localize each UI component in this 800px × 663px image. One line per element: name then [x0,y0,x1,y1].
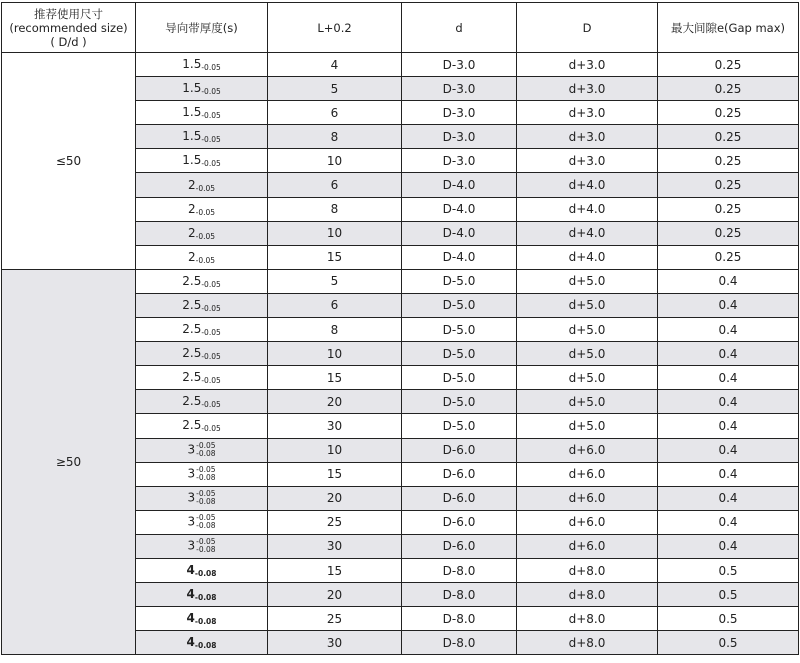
d-cell: D-3.0 [402,101,517,125]
gap-cell: 0.25 [658,221,799,245]
tolerance-lower: -0.08 [196,497,216,507]
thickness-base: 2.5 [182,418,202,433]
thickness-tolerance: -0.08 [194,617,217,627]
thickness-base: 3 [187,538,196,553]
thickness-tolerance [196,514,215,530]
thickness-cell [136,631,268,655]
gap-cell: 0.25 [658,197,799,221]
d-cell: D-5.0 [402,318,517,342]
thickness-tolerance: -0.05 [201,376,221,386]
D-cell: d+5.0 [517,293,658,317]
gap-cell: 0.4 [658,534,799,558]
D-cell: d+3.0 [517,53,658,77]
tolerance-lower: -0.08 [196,545,216,555]
D-cell: d+4.0 [517,173,658,197]
gap-cell: 0.4 [658,510,799,534]
header-D: D [517,3,658,53]
tolerance-lower: -0.08 [196,473,216,483]
thickness-base: 3 [187,490,196,505]
tolerance-upper: -0.05 [196,441,216,451]
thickness-cell [136,173,268,197]
thickness-tolerance [196,490,215,506]
thickness-base: 2.5 [182,346,202,361]
length-cell: 5 [268,269,402,293]
table-row [2,269,799,293]
d-cell: D-5.0 [402,414,517,438]
header-row [2,3,799,53]
thickness-tolerance: -0.05 [201,63,221,73]
d-cell: D-6.0 [402,438,517,462]
D-cell: d+6.0 [517,534,658,558]
gap-cell: 0.4 [658,414,799,438]
length-cell: 30 [268,534,402,558]
D-cell: d+3.0 [517,149,658,173]
thickness-cell [136,414,268,438]
D-cell: d+3.0 [517,125,658,149]
tolerance-upper: -0.05 [196,513,216,523]
length-cell: 30 [268,414,402,438]
thickness-cell [136,607,268,631]
gap-cell: 0.5 [658,607,799,631]
thickness-cell [136,510,268,534]
thickness-tolerance [196,538,215,554]
length-cell: 6 [268,101,402,125]
d-cell: D-5.0 [402,342,517,366]
thickness-tolerance: -0.05 [201,303,221,313]
d-cell: D-5.0 [402,390,517,414]
gap-cell: 0.4 [658,342,799,366]
d-cell: D-6.0 [402,510,517,534]
gap-cell: 0.25 [658,125,799,149]
d-cell: D-6.0 [402,486,517,510]
thickness-cell [136,53,268,77]
length-cell: 15 [268,558,402,582]
thickness-cell [136,269,268,293]
thickness-base: 4 [186,587,195,602]
thickness-tolerance: -0.05 [195,255,216,265]
thickness-cell [136,390,268,414]
thickness-base: 1.5 [182,129,202,144]
D-cell: d+5.0 [517,390,658,414]
gap-cell: 0.4 [658,318,799,342]
thickness-base: 1.5 [182,81,202,96]
D-cell: d+3.0 [517,101,658,125]
length-cell: 15 [268,245,402,269]
thickness-tolerance: -0.05 [201,111,221,121]
D-cell: d+8.0 [517,631,658,655]
length-cell: 20 [268,486,402,510]
d-cell: D-4.0 [402,245,517,269]
thickness-base: 3 [187,442,196,457]
gap-cell: 0.5 [658,631,799,655]
d-cell: D-5.0 [402,366,517,390]
thickness-tolerance [196,442,215,458]
length-cell: 20 [268,583,402,607]
d-cell: D-3.0 [402,53,517,77]
D-cell: d+4.0 [517,245,658,269]
D-cell: d+5.0 [517,366,658,390]
header-thickness: 导向带厚度(s) [136,3,268,53]
header-d: d [402,3,517,53]
thickness-tolerance: -0.05 [201,352,221,362]
thickness-cell [136,438,268,462]
gap-cell: 0.4 [658,366,799,390]
thickness-base: 2.5 [182,297,202,312]
group-label: ≤50 [2,53,136,270]
thickness-tolerance: -0.05 [201,400,221,410]
d-cell: D-6.0 [402,462,517,486]
gap-cell: 0.4 [658,269,799,293]
D-cell: d+8.0 [517,558,658,582]
D-cell: d+8.0 [517,583,658,607]
tolerance-lower: -0.08 [196,449,216,459]
gap-cell: 0.4 [658,293,799,317]
thickness-base: 2 [187,201,196,216]
gap-cell: 0.4 [658,390,799,414]
header-recommended-size-line1: 推荐使用尺寸 [34,6,103,21]
thickness-base: 2 [187,225,196,240]
thickness-base: 2.5 [182,273,202,288]
gap-cell: 0.25 [658,173,799,197]
thickness-base: 1.5 [182,153,202,168]
header-length: L+0.2 [268,3,402,53]
d-cell: D-8.0 [402,583,517,607]
table-row [2,53,799,77]
thickness-base: 3 [187,514,196,529]
header-recommended-size-line2: (recommended size) [9,20,128,35]
thickness-base: 2 [187,249,196,264]
thickness-base: 4 [186,635,195,650]
gap-cell: 0.25 [658,101,799,125]
length-cell: 5 [268,77,402,101]
length-cell: 8 [268,197,402,221]
d-cell: D-8.0 [402,607,517,631]
d-cell: D-6.0 [402,534,517,558]
thickness-base: 4 [186,563,195,578]
thickness-cell [136,245,268,269]
length-cell: 8 [268,318,402,342]
D-cell: d+5.0 [517,414,658,438]
D-cell: d+4.0 [517,221,658,245]
thickness-tolerance: -0.05 [195,207,216,217]
thickness-base: 2.5 [182,394,202,409]
gap-cell: 0.5 [658,583,799,607]
d-cell: D-4.0 [402,221,517,245]
thickness-cell [136,486,268,510]
D-cell: d+6.0 [517,462,658,486]
length-cell: 10 [268,149,402,173]
length-cell: 4 [268,53,402,77]
thickness-base: 4 [186,611,195,626]
D-cell: d+4.0 [517,197,658,221]
thickness-tolerance: -0.05 [201,159,221,169]
d-cell: D-8.0 [402,558,517,582]
thickness-tolerance: -0.05 [195,231,216,241]
header-recommended-size [2,3,136,53]
thickness-cell [136,558,268,582]
gap-cell: 0.25 [658,53,799,77]
thickness-tolerance: -0.05 [195,183,216,193]
D-cell: d+5.0 [517,269,658,293]
thickness-cell [136,77,268,101]
D-cell: d+8.0 [517,607,658,631]
thickness-tolerance: -0.05 [201,424,221,434]
gap-cell: 0.25 [658,245,799,269]
header-recommended-size-line3: ( D/d ) [50,34,87,49]
d-cell: D-3.0 [402,125,517,149]
d-cell: D-3.0 [402,77,517,101]
length-cell: 25 [268,510,402,534]
thickness-cell [136,197,268,221]
gap-cell: 0.4 [658,486,799,510]
thickness-cell [136,221,268,245]
D-cell: d+6.0 [517,438,658,462]
tolerance-upper: -0.05 [196,537,216,547]
thickness-tolerance: -0.08 [194,569,217,579]
length-cell: 10 [268,342,402,366]
thickness-cell [136,101,268,125]
d-cell: D-4.0 [402,173,517,197]
D-cell: d+5.0 [517,318,658,342]
length-cell: 10 [268,438,402,462]
thickness-cell [136,366,268,390]
thickness-base: 2.5 [182,322,202,337]
gap-cell: 0.25 [658,77,799,101]
group-label: ≥50 [2,269,136,655]
length-cell: 10 [268,221,402,245]
length-cell: 15 [268,366,402,390]
length-cell: 6 [268,293,402,317]
thickness-tolerance: -0.08 [194,641,217,651]
thickness-cell [136,462,268,486]
table-body [2,53,799,655]
thickness-tolerance: -0.08 [194,593,217,603]
d-cell: D-5.0 [402,293,517,317]
thickness-cell [136,534,268,558]
tolerance-lower: -0.08 [196,521,216,531]
d-cell: D-5.0 [402,269,517,293]
thickness-base: 1.5 [182,105,202,120]
thickness-cell [136,318,268,342]
length-cell: 15 [268,462,402,486]
d-cell: D-8.0 [402,631,517,655]
thickness-tolerance: -0.05 [201,328,221,338]
thickness-cell [136,149,268,173]
gap-cell: 0.5 [658,558,799,582]
tolerance-upper: -0.05 [196,465,216,475]
thickness-tolerance: -0.05 [201,87,221,97]
gap-cell: 0.4 [658,438,799,462]
thickness-tolerance [196,466,215,482]
length-cell: 8 [268,125,402,149]
thickness-tolerance: -0.05 [201,279,221,289]
thickness-cell [136,342,268,366]
D-cell: d+6.0 [517,510,658,534]
d-cell: D-3.0 [402,149,517,173]
tolerance-upper: -0.05 [196,489,216,499]
header-gap-max: 最大间隙e(Gap max) [658,3,799,53]
thickness-cell [136,583,268,607]
spec-table [1,2,799,655]
gap-cell: 0.4 [658,462,799,486]
length-cell: 30 [268,631,402,655]
thickness-tolerance: -0.05 [201,135,221,145]
D-cell: d+3.0 [517,77,658,101]
gap-cell: 0.25 [658,149,799,173]
thickness-base: 2 [187,177,196,192]
thickness-cell [136,293,268,317]
D-cell: d+6.0 [517,486,658,510]
D-cell: d+5.0 [517,342,658,366]
length-cell: 20 [268,390,402,414]
length-cell: 25 [268,607,402,631]
thickness-cell [136,125,268,149]
length-cell: 6 [268,173,402,197]
thickness-base: 2.5 [182,370,202,385]
thickness-base: 1.5 [182,57,202,72]
thickness-base: 3 [187,466,196,481]
d-cell: D-4.0 [402,197,517,221]
